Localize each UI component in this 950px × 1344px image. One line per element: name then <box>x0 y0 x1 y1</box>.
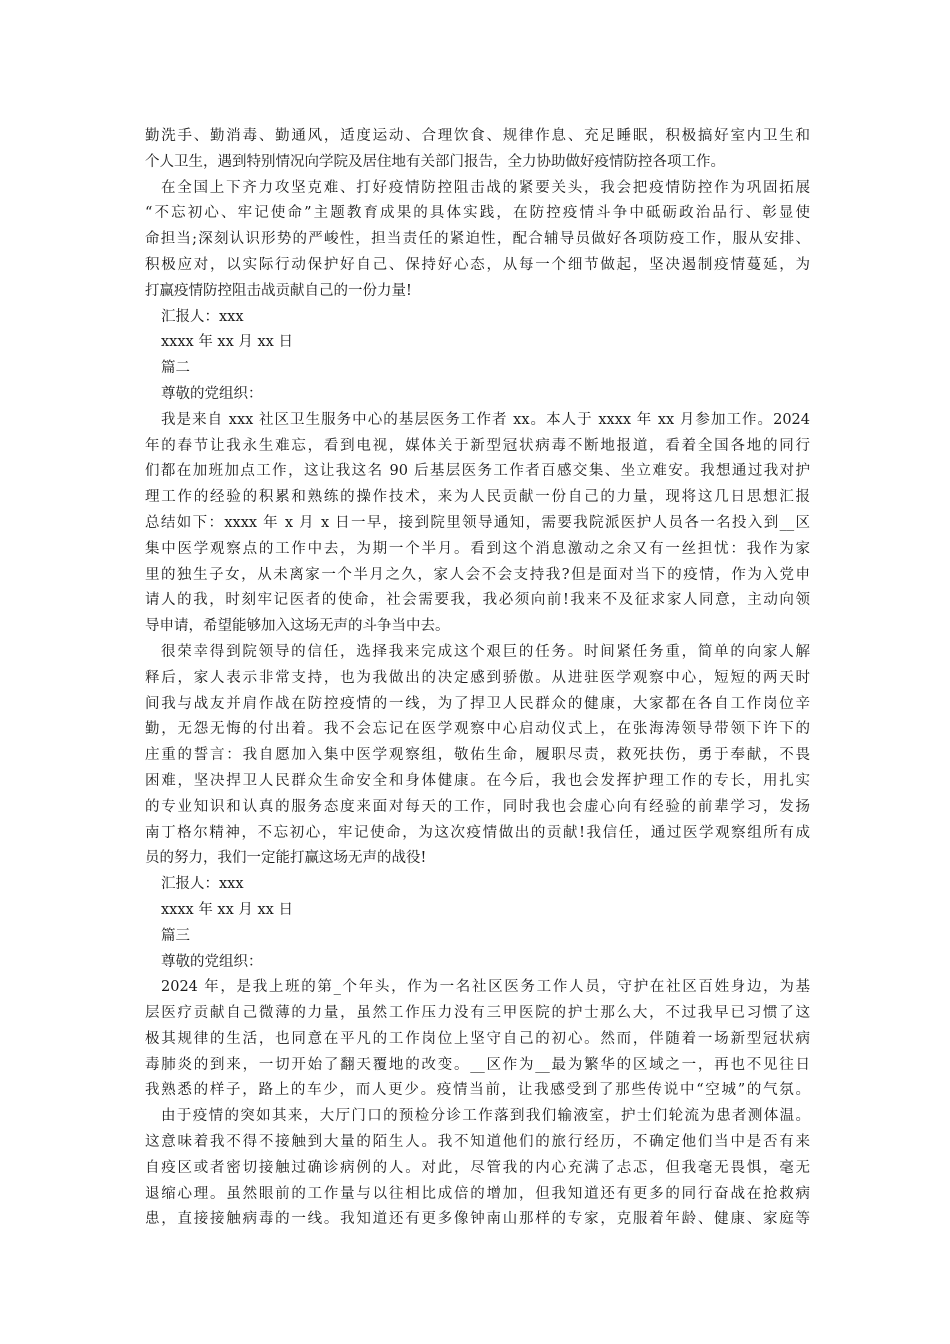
text-line: 们都在加班加点工作，这让我这名 90 后基层医务工作者百感交集、坐立难安。我想通过我对护 <box>145 463 810 480</box>
text-line: 个人卫生，遇到特别情况向学院及居住地有关部门报告，全力协助做好疫情防控各项工作。 <box>145 153 725 170</box>
text-line: 的专业知识和认真的服务态度来面对每天的工作，同时我也会虚心向有经验的前辈学习，发扬 <box>145 798 810 815</box>
text-line: 毒肺炎的到来，一切开始了翻天覆地的改变。__区作为__最为繁华的区域之一，再也不见往日 <box>145 1056 810 1073</box>
text-line: 年的春节让我永生难忘，看到电视，媒体关于新型冠状病毒不断地报道，看着全国各地的同行 <box>145 437 810 454</box>
text-line: 勤，无怨无悔的付出着。我不会忘记在医学观察中心启动仪式上，在张海涛领导带领下许下的 <box>145 721 810 738</box>
text-line: xxxx 年 xx 月 xx 日 <box>161 334 293 351</box>
text-line: 我是来自 xxx 社区卫生服务中心的基层医务工作者 xx。本人于 xxxx 年 xx 月参加工作。2024 <box>161 411 810 428</box>
text-line: 尊敬的党组织： <box>161 385 263 402</box>
text-line: 由于疫情的突如其来，大厅门口的预检分诊工作落到我们输液室，护士们轮流为患者测体温。 <box>161 1108 810 1125</box>
text-line: 极其规律的生活，也同意在平凡的工作岗位上坚守自己的初心。然而，伴随着一场新型冠状病 <box>145 1030 810 1047</box>
text-line: 理工作的经验的积累和熟练的操作技术，来为人民贡献一份自己的力量，现将这几日思想汇报 <box>145 489 810 506</box>
text-line: 导申请，希望能够加入这场无声的斗争当中去。 <box>145 618 450 635</box>
text-line: 困难，坚决捍卫人民群众生命安全和身体健康。在今后，我也会发挥护理工作的专长，用扎实 <box>145 772 810 789</box>
text-line: 层医疗贡献自己微薄的力量，虽然工作压力没有三甲医院的护士那么大，不过我早已习惯了这 <box>145 1005 810 1022</box>
document-body <box>145 124 810 1233</box>
text-line: 这意味着我不得不接触到大量的陌生人。我不知道他们的旅行经历，不确定他们当中是否有来 <box>145 1134 810 1151</box>
text-line: 释后，家人表示非常支持，也为我做出的决定感到骄傲。从进驻医学观察中心，短短的两天时 <box>145 669 810 686</box>
text-line: 篇二 <box>161 360 190 377</box>
text-line: 尊敬的党组织： <box>161 953 263 970</box>
text-line: 自疫区或者密切接触过确诊病例的人。对此，尽管我的内心充满了忐忑，但我毫无畏惧，毫无 <box>145 1159 810 1176</box>
text-line: 里的独生子女，从未离家一个半月之久，家人会不会支持我?但是面对当下的疫情，作为入党申 <box>145 566 810 583</box>
text-line: 汇报人：xxx <box>161 876 244 893</box>
text-line: 积极应对，以实际行动保护好自己、保持好心态，从每一个细节做起，坚决遏制疫情蔓延，为 <box>145 256 810 273</box>
text-line: 患，直接接触病毒的一线。我知道还有更多像钟南山那样的专家，克服着年龄、健康、家庭等 <box>145 1211 810 1228</box>
text-line: 在全国上下齐力攻坚克难、打好疫情防控阻击战的紧要关头，我会把疫情防控作为巩固拓展 <box>161 179 810 196</box>
text-line: 间我与战友并肩作战在防控疫情的一线，为了捍卫人民群众的健康，大家都在各自工作岗位辛 <box>145 695 810 712</box>
text-line: xxxx 年 xx 月 xx 日 <box>161 901 293 918</box>
text-line: 退缩心理。虽然眼前的工作量与以往相比成倍的增加，但我知道还有更多的同行奋战在抢救病 <box>145 1185 810 1202</box>
text-line: “不忘初心、牢记使命”主题教育成果的具体实践，在防控疫情斗争中砥砺政治品行、彰显使 <box>145 205 810 222</box>
text-line: 篇三 <box>161 927 190 944</box>
text-line: 打赢疫情防控阻击战贡献自己的一份力量! <box>145 282 412 299</box>
text-line: 员的努力，我们一定能打赢这场无声的战役! <box>145 850 427 867</box>
text-line: 我熟悉的样子，路上的车少，而人更少。疫情当前，让我感受到了那些传说中“空城”的气氛。 <box>145 1082 810 1099</box>
text-line: 很荣幸得到院领导的信任，选择我来完成这个艰巨的任务。时间紧任务重，简单的向家人解 <box>161 643 810 660</box>
text-line: 命担当;深刻认识形势的严峻性，担当责任的紧迫性，配合辅导员做好各项防疫工作，服从安排、 <box>145 231 810 248</box>
text-line: 勤洗手、勤消毒、勤通风，适度运动、合理饮食、规律作息、充足睡眠，积极搞好室内卫生和 <box>145 128 810 144</box>
text-line: 2024 年，是我上班的第_个年头，作为一名社区医务工作人员，守护在社区百姓身边，为基 <box>161 979 810 996</box>
text-line: 南丁格尔精神，不忘初心，牢记使命，为这次疫情做出的贡献!我信任，通过医学观察组所有成 <box>145 824 810 841</box>
text-line: 总结如下：xxxx 年 x 月 x 日一早，接到院里领导通知，需要我院派医护人员各一名投入到__区 <box>145 514 810 531</box>
text-line: 请人的我，时刻牢记医者的使命，社会需要我，我必须向前!我来不及征求家人同意，主动向领 <box>145 592 810 609</box>
text-line: 集中医学观察点的工作中去，为期一个半月。看到这个消息激动之余又有一丝担忧：我作为家 <box>145 540 810 557</box>
text-line: 庄重的誓言：我自愿加入集中医学观察组，敬佑生命，履职尽责，救死扶伤，勇于奉献，不畏 <box>145 747 810 764</box>
text-line: 汇报人：xxx <box>161 308 244 325</box>
